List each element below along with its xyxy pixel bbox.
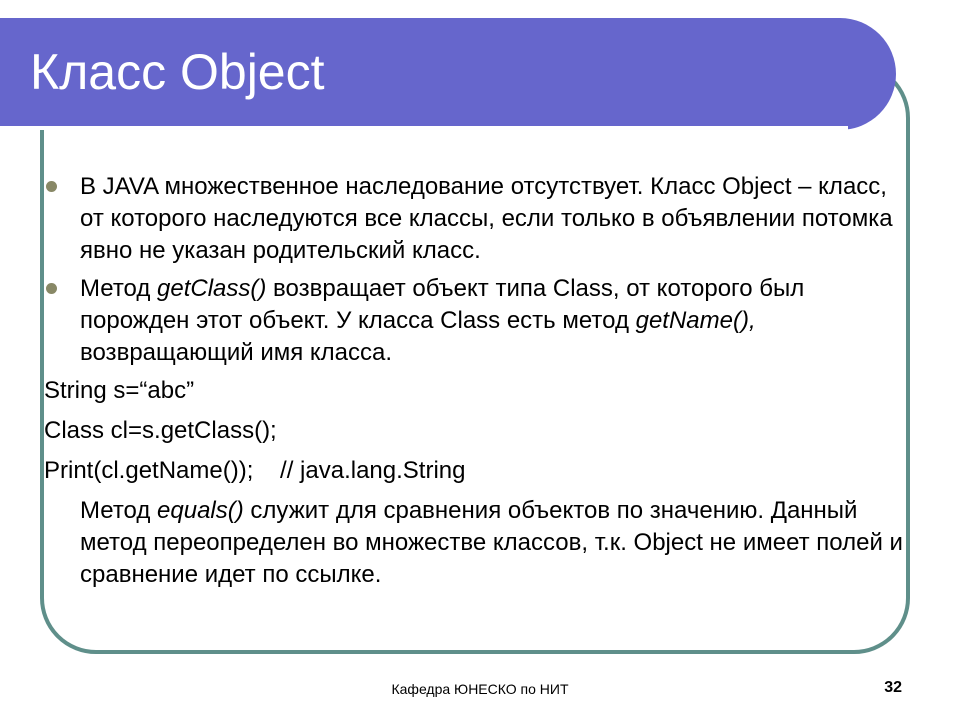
page-number: 32 (884, 679, 902, 696)
title-underline (0, 126, 848, 130)
bullet-text-part: возвращающий имя класса. (80, 339, 393, 366)
bullet-text-part: В JAVA множественное наследование отсутствует. Класс Object – класс, от которого наследуются все классы, если только в объявлении потомка явно не указан родительский класс. (80, 173, 893, 264)
method-name-getname: getName(), (635, 307, 756, 334)
bullet-text (80, 173, 893, 264)
slide-title: Класс Object (30, 44, 325, 100)
paragraph-text-part: Метод (80, 497, 158, 524)
bullet-icon (46, 181, 57, 192)
bullet-text (80, 275, 804, 366)
bullet-text-part: Метод (80, 275, 158, 302)
bullet-item (44, 273, 904, 369)
code-line: String s=“abc” (44, 377, 195, 404)
bullet-item (44, 171, 904, 267)
bullet-text-part: возвращает объект типа Class, от которого был порожден этот объект. У класса Class есть метод (80, 275, 805, 334)
code-line: Class cl=s.getClass(); (44, 417, 277, 444)
slide-content (44, 171, 904, 591)
code-line: Print(cl.getName()); // java.lang.String (44, 457, 466, 484)
footer-department: Кафедра ЮНЕСКО по НИТ (391, 681, 569, 697)
paragraph-text-part: служит для сравнения объектов по значению. Данный метод переопределен во множестве классов, т.к. Object не имеет полей и сравнение идет по ссылке. (80, 497, 903, 588)
method-name-getclass: getClass() (157, 275, 267, 302)
equals-paragraph (44, 495, 904, 591)
method-name-equals: equals() (157, 497, 244, 524)
bullet-icon (46, 283, 57, 294)
